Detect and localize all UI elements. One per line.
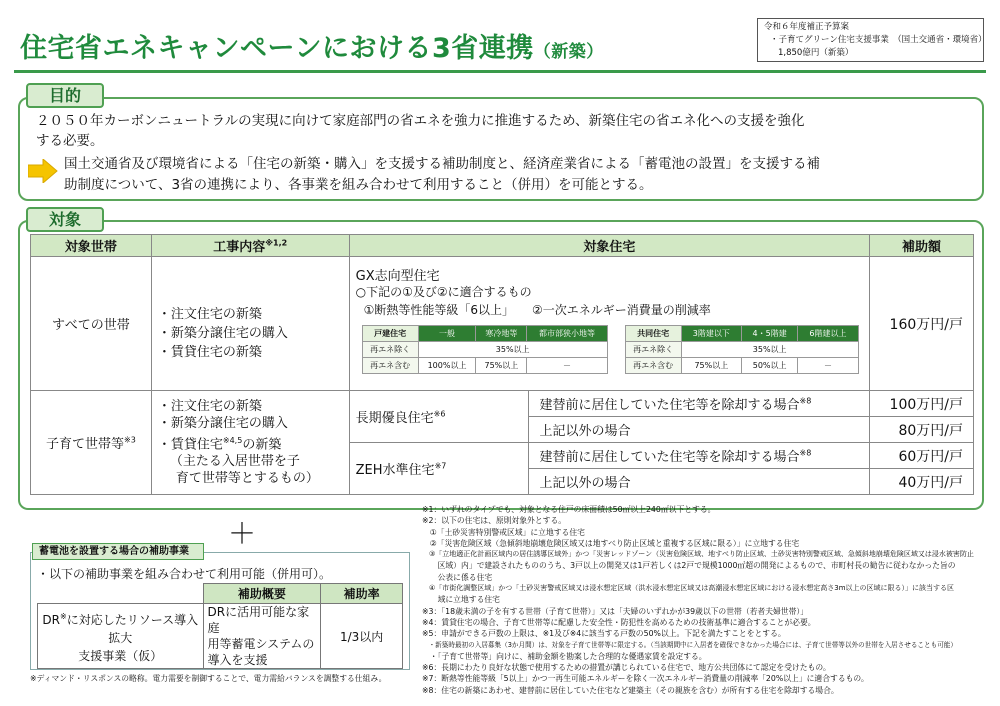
house-zeh-label: ZEH水準住宅 [355, 463, 435, 478]
household-kosodate [31, 391, 152, 495]
col-household: 対象世帯 [31, 235, 152, 257]
col-work-label: 工事内容 [213, 240, 266, 255]
row-kosodate-1 [31, 391, 974, 417]
house-zeh [349, 443, 529, 495]
overview-line: 導入を支援 [207, 653, 268, 667]
case-rebuild [529, 443, 870, 469]
collective-col: 3階建以下 [681, 326, 741, 342]
arrow-right-icon [28, 159, 58, 183]
battery-table [37, 583, 403, 669]
col-house: 対象住宅 [349, 235, 869, 257]
works-all [151, 257, 349, 391]
value-cell: 35%以上 [681, 342, 858, 358]
title-paren: （新築） [533, 42, 604, 62]
value-cell: 75%以上 [681, 358, 741, 374]
collective-reduction-table [625, 325, 859, 374]
work-item-sup: ※4,5 [222, 435, 243, 445]
case-rebuild-label: 建替前に居住していた住宅等を除却する場合 [539, 398, 800, 413]
purpose-line-4: 助制度について、3省の連携により、各事業を組み合わせて利用すること（併用）を可能とする。 [64, 177, 653, 193]
overview-line: DRに活用可能な家庭 [207, 605, 310, 635]
case-rebuild-sup: ※8 [799, 396, 812, 406]
col-work-sup: ※1,2 [265, 238, 288, 248]
footnote-line: ※7：断熱等性能等級「5以上」かつ一再生可能エネルギーを除く一次エネルギー消費量の削減率「20%以上」に適合するもの。 [422, 674, 869, 684]
target-label: 対象 [26, 207, 104, 232]
battery-footnote: ※ディマンド・リスポンスの略称。電力需要を制御することで、電力需給バランスを調整する仕組み。 [30, 674, 387, 683]
amount-cell: 100万円/戸 [870, 391, 974, 417]
amount-cell: 40万円/戸 [870, 469, 974, 495]
household-all: すべての世帯 [31, 257, 152, 391]
footnote-line: ※3：「18歳未満の子を有する世帯（子育て世帯）」又は「夫婦のいずれかが39歳以下の世帯（若者夫婦世帯）」 [422, 606, 809, 616]
row-label: 再エネ含む [362, 358, 418, 374]
footnote-line: ④「市街化調整区域」かつ「土砂災害警戒区域又は浸水想定区域（洪水浸水想定区域又は高潮浸水想定区域における浸水想定高さ3m以上の区域に限る）」に該当する区 [422, 584, 955, 593]
work-item [158, 432, 349, 453]
work-item-text: の新築 [242, 437, 282, 453]
case-other: 上記以外の場合 [529, 469, 870, 495]
detached-reduction-table [362, 325, 608, 374]
household-kosodate-sup: ※3 [124, 435, 136, 445]
work-item: ・注文住宅の新築 [157, 398, 262, 414]
value-cell: 35%以上 [418, 342, 607, 358]
purpose-line-2: する必要。 [36, 133, 104, 149]
target-header-row [31, 235, 974, 257]
target-table [30, 234, 974, 495]
title-underline [14, 70, 986, 73]
footnote-line: ※4：賃貸住宅の場合、子育て世帯等に配慮した安全性・防犯性を高めるための技術基準に適合することが必要。 [422, 617, 816, 627]
battery-program-name [38, 604, 204, 669]
title-main: 住宅省エネキャンペーンにおける3省連携 [20, 33, 534, 64]
case-rebuild-label: 建替前に居住していた住宅等を除却する場合 [539, 450, 800, 465]
row-label: 再エネ除く [362, 342, 418, 358]
work-item: ・新築分譲住宅の購入 [157, 415, 288, 431]
plus-sign: ＋ [228, 517, 257, 550]
value-cell: 50%以上 [742, 358, 798, 374]
battery-col-rate: 補助率 [321, 584, 403, 604]
footnote-line: ②「災害危険区域（急傾斜地崩壊危険区域又は地すべり防止区域と重複する区域に限る）」に立地する住宅 [422, 538, 800, 548]
works-kosodate [151, 391, 349, 495]
purpose-label: 目的 [26, 83, 104, 108]
footnotes [422, 504, 982, 696]
budget-box [757, 18, 987, 62]
gx-condition: ○下記の①及び②に適合するもの [355, 285, 532, 299]
battery-intro: ・以下の補助事業を組み合わせて利用可能（併用可）。 [37, 567, 332, 581]
budget-amount: 1,850億円（新築） [778, 48, 854, 58]
battery-col-overview: 補助概要 [203, 584, 321, 604]
battery-rate: 1/3以内 [321, 604, 403, 669]
case-rebuild-sup: ※8 [799, 448, 812, 458]
value-cell: － [527, 358, 607, 374]
value-cell: － [798, 358, 858, 374]
amount-cell: 60万円/戸 [870, 443, 974, 469]
purpose-line-3: 国土交通省及び環境省による「住宅の新築・購入」を支援する補助制度と、経済産業省による「蓄電池の設置」を支援する補 [64, 156, 820, 172]
house-zeh-sup: ※7 [434, 461, 447, 471]
gx-items: ①断熱等性能等級「6以上」 ②一次エネルギー消費量の削減率 [363, 303, 711, 317]
work-item-note: （主たる入居世帯を子 [169, 454, 300, 470]
house-long-term [349, 391, 529, 443]
footnote-line: ※1：いずれのタイプでも、対象となる住戸の床面積は50㎡以上240㎡以下とする。 [422, 505, 716, 514]
row-label: 再エネ含む [625, 358, 681, 374]
household-kosodate-label: 子育て世帯等 [46, 437, 125, 452]
footnote-line: ①「土砂災害特別警戒区域」に立地する住宅 [422, 527, 585, 537]
collective-head: 共同住宅 [625, 326, 681, 342]
overview-line: 用等蓄電システムの [207, 637, 315, 651]
work-item: ・新築分譲住宅の購入 [157, 326, 288, 341]
battery-name-dr: DR [42, 612, 60, 627]
budget-year: 令和６年度補正予算案 [764, 22, 850, 32]
work-item-note: 育て世帯等とするもの） [175, 471, 319, 487]
purpose-line-1: ２０５０年カーボンニュートラルの実現に向けて家庭部門の省エネを強力に推進するため、新築住宅の省エネ化への支援を強化 [36, 113, 805, 129]
detached-col: 一般 [418, 326, 476, 342]
footnote-line: ※8：住宅の新築にあわせ、建替前に居住していた住宅など建築主（その親族を含む）が所有する住宅を除却する場合。 [422, 685, 839, 695]
amount-cell: 80万円/戸 [870, 417, 974, 443]
battery-label: 蓄電池を設置する場合の補助事業 [32, 543, 204, 560]
page-title [20, 26, 604, 65]
battery-overview [203, 604, 321, 669]
gx-house-cell [349, 257, 869, 391]
footnote-line: ③「立地適正化計画区域内の居住誘導区域外」かつ「災害レッドゾーン（災害危険区域、地すべり防止区域、土砂災害特別警戒区域、急傾斜地崩壊危険区域又は浸水被害防止 [422, 550, 974, 559]
row-label: 再エネ除く [625, 342, 681, 358]
footnote-line: ・「子育て世帯等」向けに、補助金額を勘案した合理的な優遇家賃を設定する。 [422, 651, 707, 661]
footnote-line: ※5：申請ができる戸数の上限は、※1及び※4に該当する戸数の50%以上。下記を満たすことをとする。 [422, 629, 786, 639]
footnote-line: 域に立地する住宅 [422, 595, 500, 605]
budget-program: ・子育てグリーン住宅支援事業 （国土交通省・環境省） [770, 35, 987, 45]
gx-title: GX志向型住宅 [355, 269, 440, 284]
purpose-box [18, 97, 984, 201]
col-work [151, 235, 349, 257]
work-item: ・賃貸住宅の新築 [157, 345, 262, 360]
footnote-line: ※2：以下の住宅は、原則対象外とする。 [422, 516, 567, 526]
house-long-term-sup: ※6 [433, 409, 446, 419]
footnote-line: 区域）内」で建設されたもののうち、3戸以上の開発又は1戸若しくは2戸で規模1000㎡超の開発によるもので、市町村長の勧告に従わなかった旨の [422, 561, 956, 571]
work-item-text: ・賃貸住宅 [157, 437, 223, 453]
amount-gx: 160万円/戸 [870, 257, 974, 391]
collective-col: 6階建以上 [798, 326, 858, 342]
battery-name-line1 [38, 608, 203, 647]
case-rebuild [529, 391, 870, 417]
battery-name-line2: 支援事業（仮） [78, 648, 163, 663]
house-long-term-label: 長期優良住宅 [355, 411, 434, 426]
detached-col: 寒冷地等 [476, 326, 527, 342]
detached-col: 都市部狭小地等 [527, 326, 607, 342]
battery-corner [38, 584, 204, 604]
value-cell: 75%以上 [476, 358, 527, 374]
battery-box [30, 552, 410, 670]
detached-head: 戸建住宅 [362, 326, 418, 342]
col-amount: 補助額 [870, 235, 974, 257]
value-cell: 100%以上 [418, 358, 476, 374]
battery-name-sup: ※ [60, 611, 67, 621]
footnote-line: ※6：長期にわたり良好な状態で使用するための措置が講じられている住宅で、地方公共団体にて認定を受けたもの。 [422, 663, 831, 673]
collective-col: 4・5階建 [742, 326, 798, 342]
row-all-households [31, 257, 974, 391]
footnote-line: ・新築時最初の入居募集（3か月間）は、対象を子育て世帯等に限定する。（当該期間中に入居者を確保できなかった場合には、子育て世帯等以外の世帯を入居させることも可能） [422, 640, 957, 649]
work-item: ・注文住宅の新築 [157, 307, 262, 322]
footnote-line: 公表に係る住宅 [422, 572, 493, 582]
battery-name-rest: に対応したリソース導入拡大 [66, 612, 199, 645]
case-other: 上記以外の場合 [529, 417, 870, 443]
